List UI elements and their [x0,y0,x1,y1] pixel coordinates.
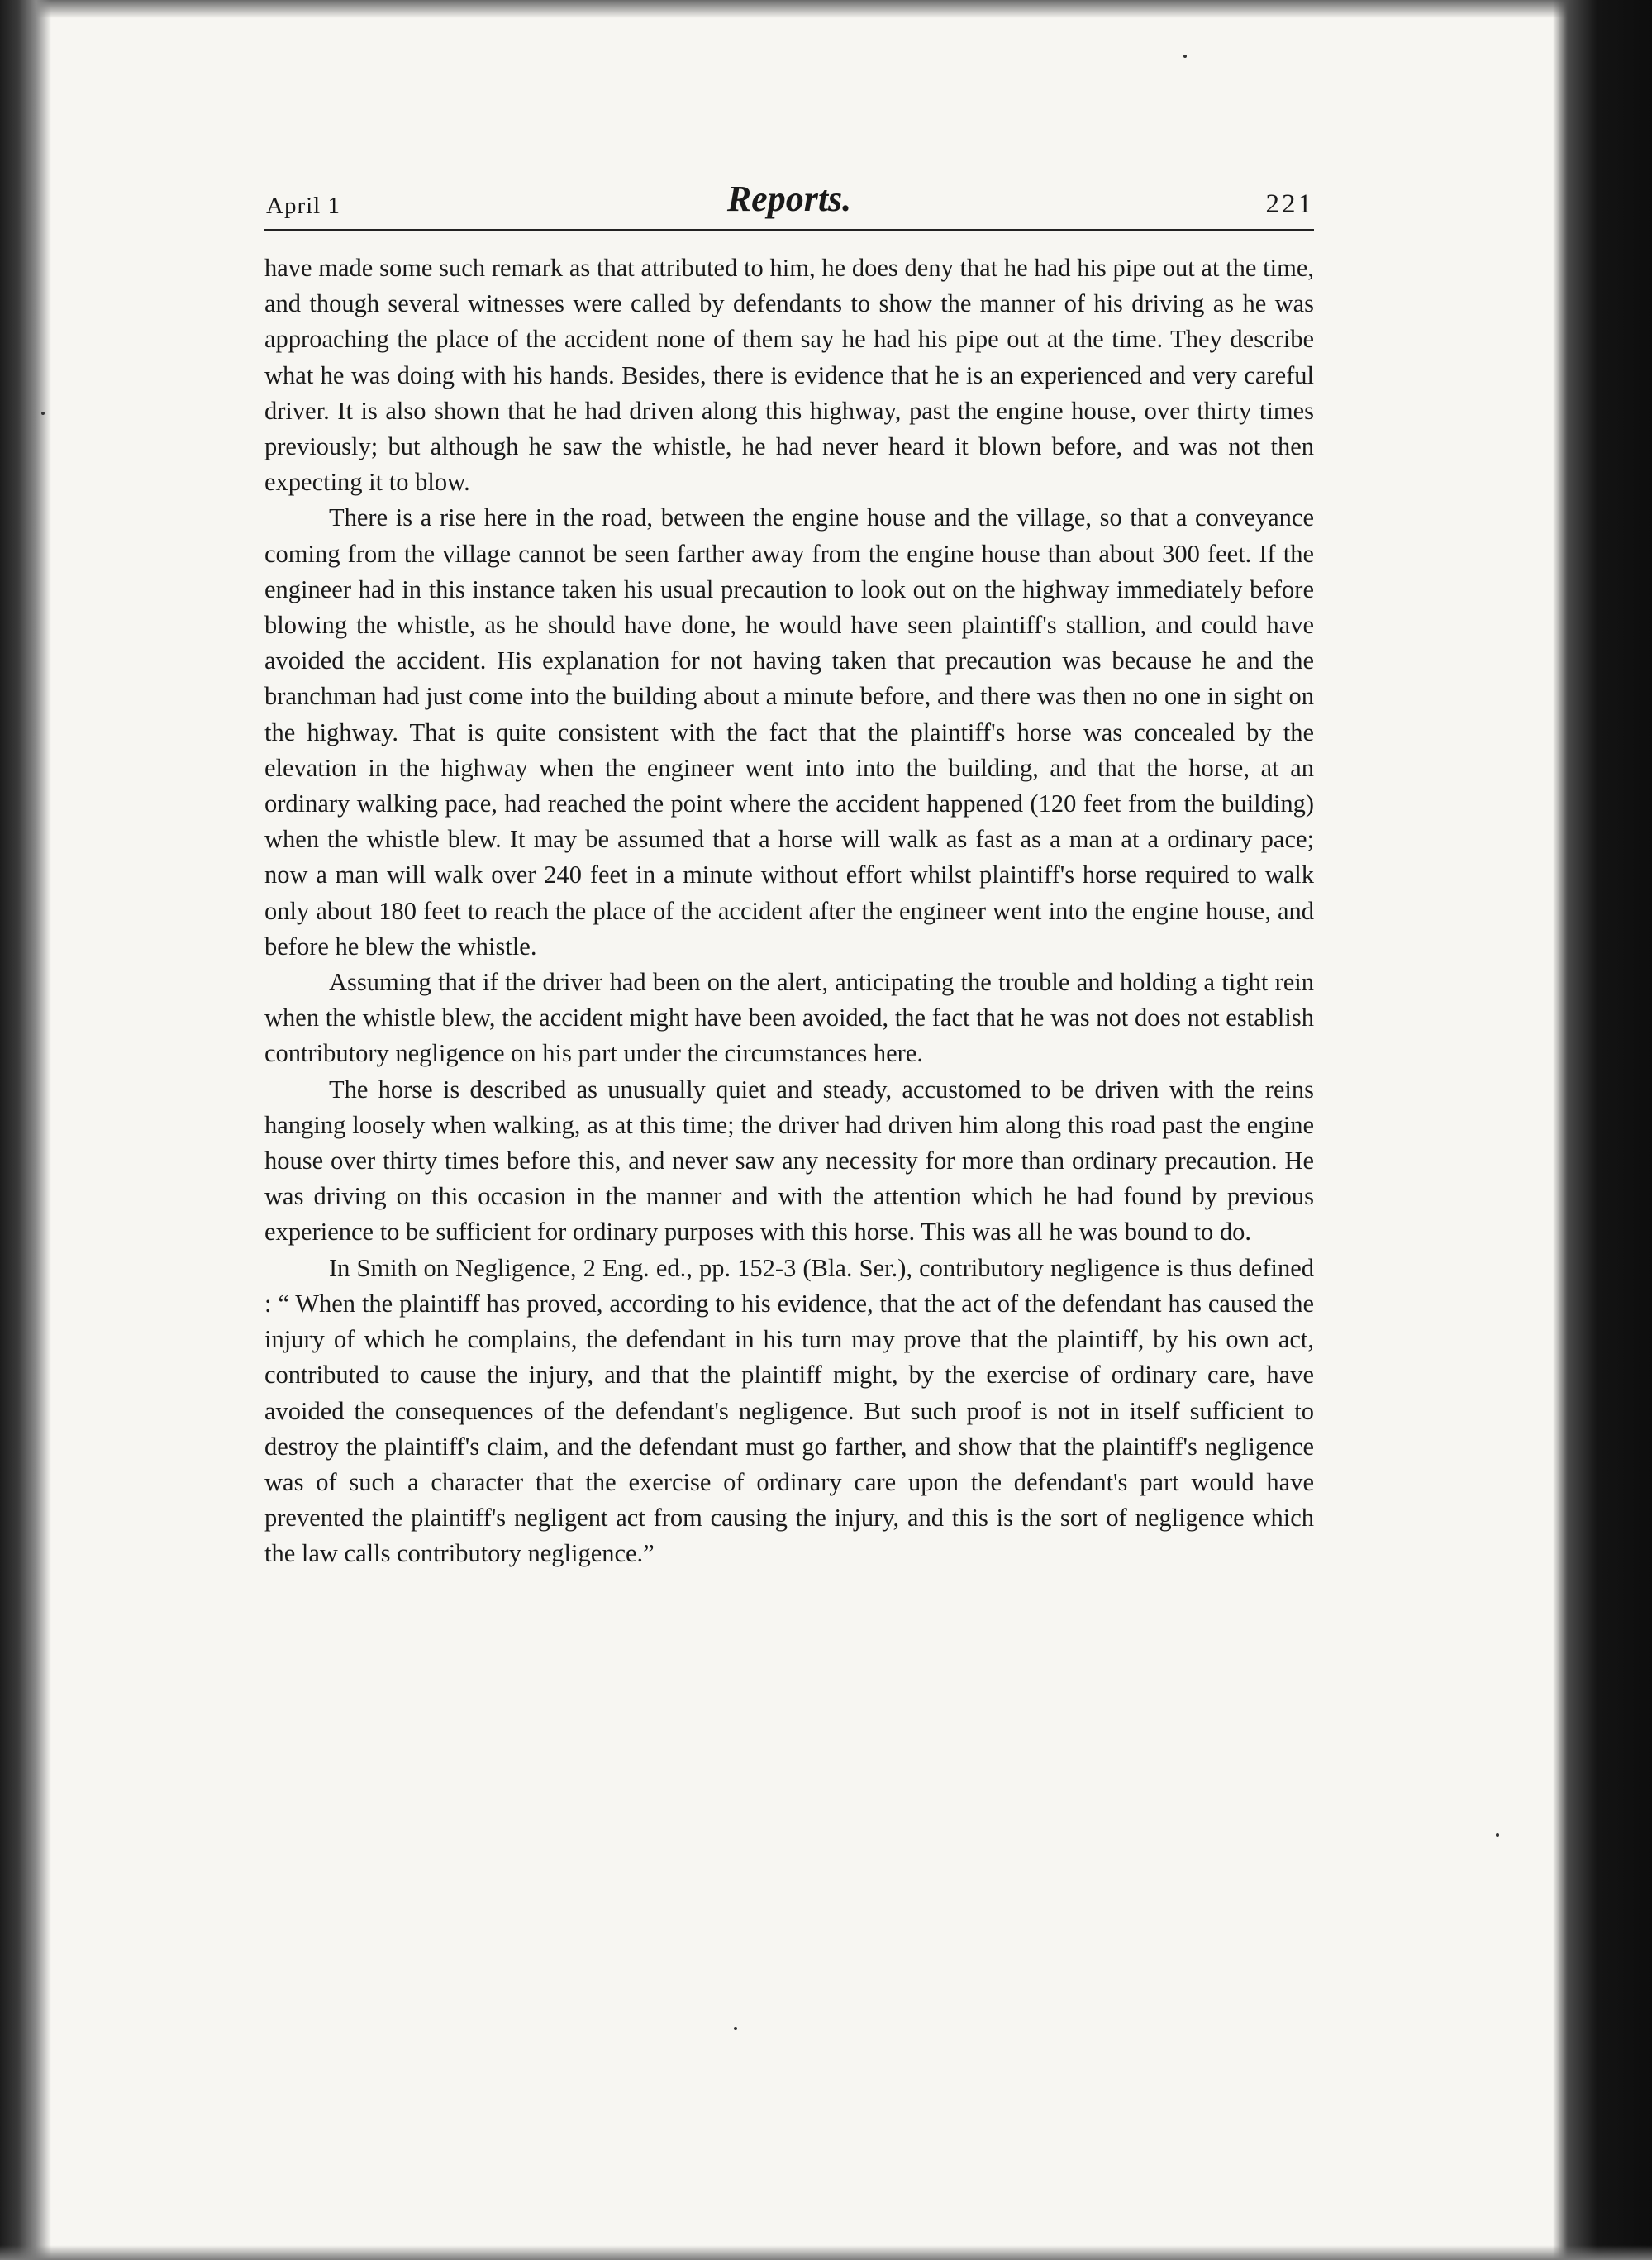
scan-speck [1183,55,1187,58]
header-rule [264,229,1314,231]
paragraph: In Smith on Negligence, 2 Eng. ed., pp. 152-3 (Bla. Ser.), contributory negligence is thus defined : “ When the plaintiff has proved, according to his evidence, that the act of the defendant has caused the injury of which he complains, the defendant in his turn may prove that the plaintiff, by his own act, contributed to cause the injury, and that the plaintiff might, by the exercise of ordinary care, have avoided the consequences of the defendant's negligence. But such proof is not in itself sufficient to destroy the plaintiff's claim, and the defendant must go farther, and show that the plaintiff's negligence was of such a character that the exercise of ordinary care upon the defendant's part would have prevented the plaintiff's negligent act from causing the injury, and this is the sort of negligence which the law calls contributory negligence.” [264,1253,1314,1568]
scan-edge-bottom [0,2245,1652,2260]
paragraph: The horse is described as unusually quiet and steady, accustomed to be driven with the reins hanging loosely when walking, as at this time; the driver had driven him along this road past the engine house over thirty times before this, and never saw any necessity for more than ordinary precaution. He was driving on this occasion in the manner and with the attention which he had found by previous experience to be sufficient for ordinary purposes with this horse. This was all he was bound to do. [264,1075,1314,1247]
page-number: 221 [1265,189,1314,219]
scan-edge-right [1553,0,1652,2260]
paragraph: Assuming that if the driver had been on the alert, anticipating the trouble and holding a tight rein when the whistle blew, the accident might have been avoided, the fact that he was not does not establish contributory negligence on his part under the circumstances here. [264,968,1314,1068]
paragraph: There is a rise here in the road, between the engine house and the village, so that a conveyance coming from the village cannot be seen farther away from the engine house than about 300 feet. If the engineer had in this instance taken his usual precaution to look out on the highway immediately before blowing the whistle, as he should have done, he would have seen plaintiff's stallion, and could have avoided the accident. His explanation for not having taken that precaution was because he and the branchman had just come into the building about a minute before, and there was then no one in sight on the highway. That is quite consistent with the fact that the plaintiff's horse was concealed by the elevation in the highway when the engineer went into into the building, and that the horse, at an ordinary walking pace, had reached the point where the accident happened (120 feet from the building) when the whistle blew. It may be assumed that a horse will walk as fast as a man at a ordinary pace; now a man will walk over 240 feet in a minute without effort whilst plaintiff's horse required to walk only about 180 feet to reach the place of the accident after the engineer went into the engine house, and before he blew the whistle. [264,503,1314,961]
scan-edge-left [0,0,51,2260]
scan-speck [1496,1833,1499,1837]
running-head [264,178,1314,227]
scan-speck [41,412,45,415]
body-text [264,250,1314,1572]
scan-speck [734,2027,737,2030]
paragraph: have made some such remark as that attributed to him, he does deny that he had his pipe out at the time, and though several witnesses were called by defendants to show the manner of his driving as he was approaching the place of the accident none of them say he had his pipe out at the time. They describe what he was doing with his hands. Besides, there is evidence that he is an experienced and very careful driver. It is also shown that he had driven along this highway, past the engine house, over thirty times previously; but although he saw the whistle, he had never heard it blown before, and was not then expecting it to blow. [264,254,1314,497]
page [264,178,1314,1572]
scan-edge-top [0,0,1652,18]
running-head-title: Reports. [726,179,852,219]
running-head-date: April 1 [266,193,340,219]
